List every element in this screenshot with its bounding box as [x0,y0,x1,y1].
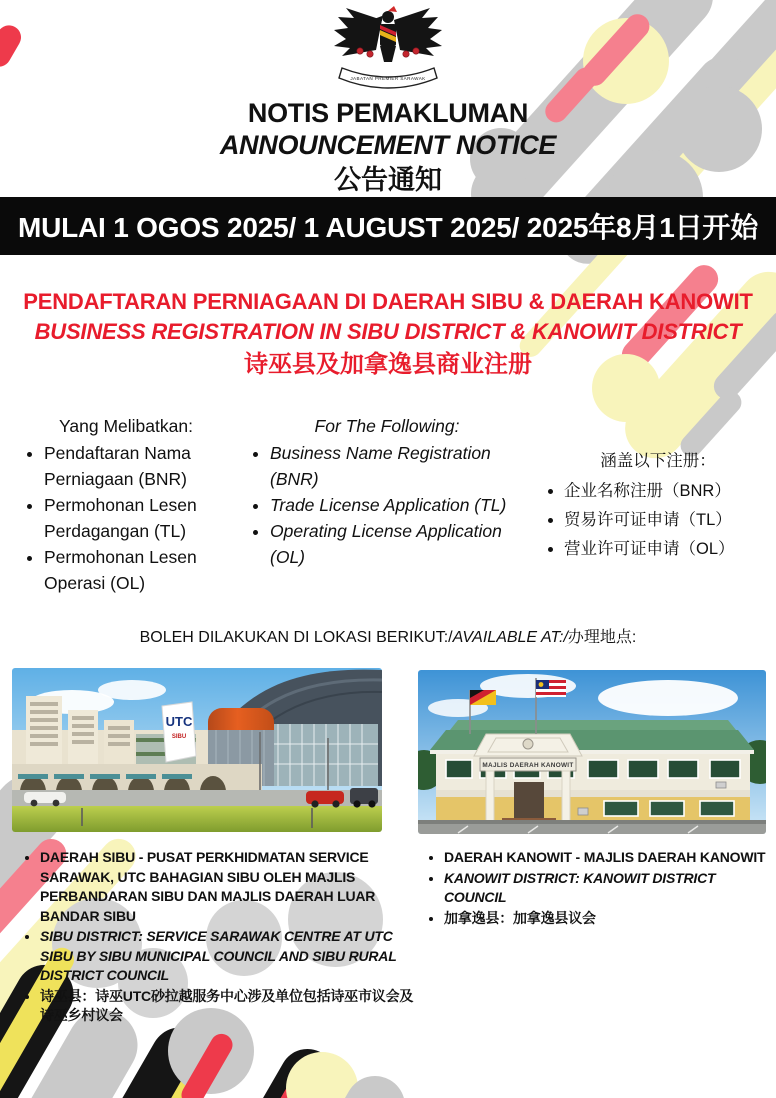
column-chinese [540,447,776,564]
list-item: • 企业名称注册（BNR） [564,477,776,506]
list-item: • Trade License Application (TL) [270,492,528,518]
list-item: • SIBU DISTRICT: SERVICE SARAWAK CENTRE AT UTC SIBU BY SIBU MUNICIPAL COUNCIL AND SIBU RURAL DISTRICT COUNCIL [40,927,416,986]
locations-line-english: AVAILABLE AT:/ [452,629,568,646]
column-chinese-header: 涵盖以下注册： [600,452,716,470]
list-item: • 诗巫县：诗巫UTC砂拉越服务中心涉及单位包括诗巫市议会及诗巫乡村议会 [40,987,416,1026]
photo-utc-sibu [12,668,382,832]
utc-banner-subtext: SIBU [171,734,187,740]
list-item: • Operating License Application (OL) [270,518,528,570]
list-item: • Permohonan Lesen Operasi (OL) [44,544,232,596]
column-english-header: For The Following: [314,416,460,436]
list-item: • 加拿逸县：加拿逸县议会 [444,909,776,929]
heading-english: BUSINESS REGISTRATION IN SIBU DISTRICT & KANOWIT DISTRICT [34,319,742,344]
crest-ribbon-text: JABATAN PREMIER SARAWAK [350,76,426,81]
list-item: • Pendaftaran Nama Perniagaan (BNR) [44,440,232,492]
photo-kanowit-council [418,670,766,834]
title-malay: NOTIS PEMAKLUMAN [247,98,529,128]
locations-line-malay: BOLEH DILAKUKAN DI LOKASI BERIKUT:/ [139,629,453,646]
heading-chinese: 诗巫县及加拿逸县商业注册 [244,351,532,378]
red-heading [0,287,776,383]
list-item: • DAERAH KANOWIT - MAJLIS DAERAH KANOWIT [444,848,776,868]
column-malay-header: Yang Melibatkan: [59,416,193,436]
sarawak-crest [328,4,448,96]
kanowit-location-list [416,848,776,929]
list-item: • 营业许可证申请（OL） [564,535,776,564]
heading-malay: PENDAFTARAN PERNIAGAAN DI DAERAH SIBU & DAERAH KANOWIT [23,289,753,314]
sibu-location-list [12,848,416,1027]
title-block [0,98,776,198]
kanowit-sign-text: MAJLIS DAERAH KANOWIT [482,762,574,769]
locations-line [0,624,776,647]
list-item: • Permohonan Lesen Perdagangan (TL) [44,492,232,544]
date-banner [0,197,776,255]
date-banner-text: MULAI 1 OGOS 2025/ 1 AUGUST 2025/ 2025年8月1日开始 [17,212,758,243]
title-chinese: 公告通知 [334,165,442,195]
list-item: • Business Name Registration (BNR) [270,440,528,492]
list-item: • DAERAH SIBU - PUSAT PERKHIDMATAN SERVICE SARAWAK, UTC BAHAGIAN SIBU OLEH MAJLIS PERBANDARAN SIBU DAN MAJLIS DAERAH LUAR BANDAR SIBU [40,848,416,926]
locations-line-chinese: 办理地点: [567,629,637,646]
title-english: ANNOUNCEMENT NOTICE [219,130,557,160]
column-malay [20,413,232,596]
list-item: • 贸易许可证申请（TL） [564,506,776,535]
column-english [246,413,528,570]
utc-banner-text: UTC [165,714,193,729]
list-item: • KANOWIT DISTRICT: KANOWIT DISTRICT COUNCIL [444,869,776,908]
